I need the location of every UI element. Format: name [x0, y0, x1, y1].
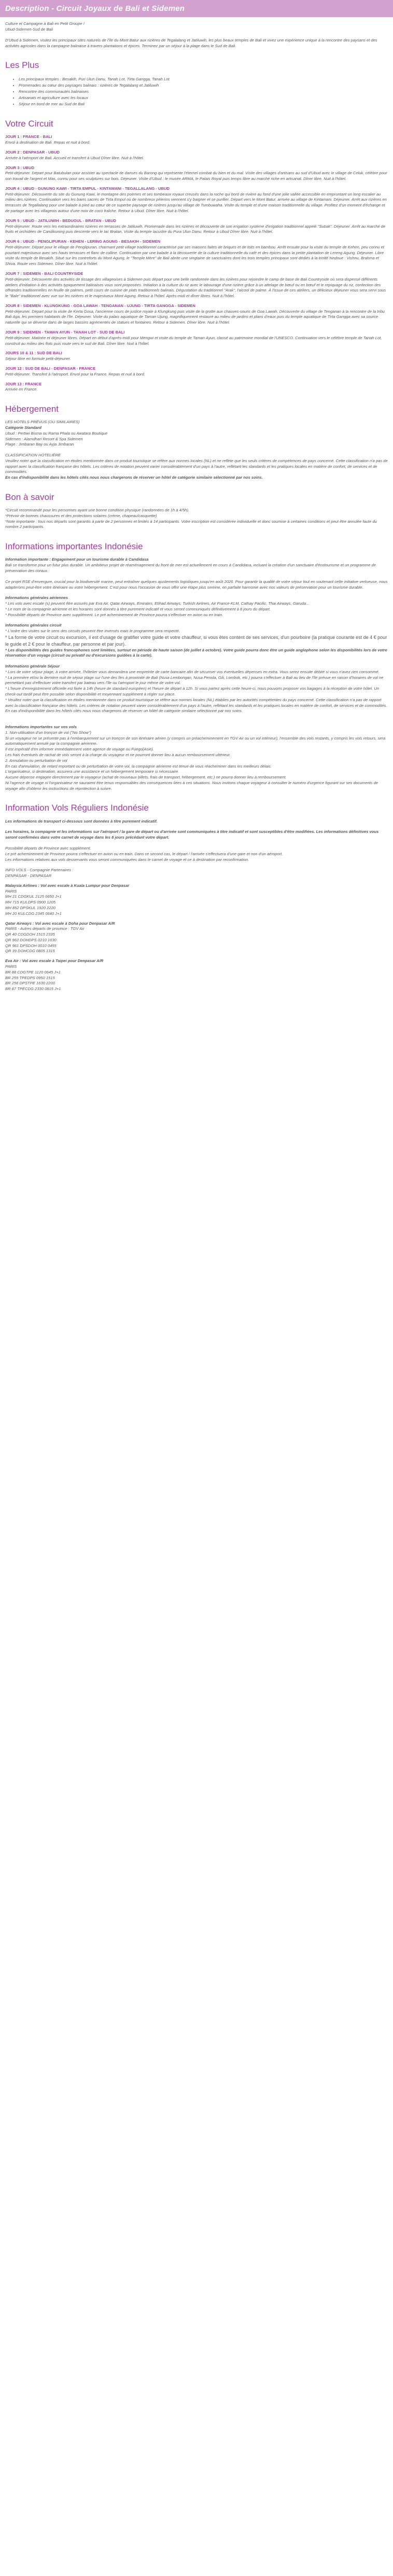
- day-title: JOUR 9 : SIDEMEN - TAMAN AYUN - TANAH LOT - SUD DE BALI: [5, 330, 125, 335]
- engagement-block: [5, 557, 388, 590]
- day-title: JOUR 3 : UBUD: [5, 165, 35, 170]
- flight-line: MH 20 KULCDG 2345 0640 J+1: [5, 911, 62, 916]
- engagement-text: Ce projet RSE d'envergure, crucial pour la biodiversité marine, peut entraîner quelques ajustements logistiques jusqu'en août 2026. Pour garantir la qualité de votre séjour tout en soutenant cette initiative vertueuse, nous adapterons peut-être votre itinéraire ou votre hébergement. C'est pour nous l'occasion de vous offrir une étape plus sereine, en parfaite harmonie avec nos valeurs de préservation pour un tourisme durable.: [5, 579, 388, 590]
- day-item: [5, 271, 388, 299]
- day-body: Séjour libre en formule petit-déjeuner.: [5, 356, 71, 361]
- plus-item: • Artisanats et agriculture avec les locaux: [19, 95, 388, 101]
- hotels-category: Catégorie Standard: [5, 425, 42, 430]
- vols-info-line: En cas d'annulation, de retard important ou de perturbation de votre vol, la compagnie aérienne est tenue de vous réacheminer dans les meilleurs délais.: [5, 763, 272, 769]
- day-title: JOUR 4 : UBUD - GUNUNG KAWI - TIRTA EMPUL - KINTAMANI - TEGALLALANG - UBUD: [5, 186, 170, 191]
- day-item: [5, 186, 388, 214]
- flight-line: PARIS: [5, 964, 17, 969]
- day-item: [5, 150, 388, 161]
- page-title-banner: [0, 0, 393, 17]
- bon-block: [5, 508, 388, 530]
- plus-item: • Rencontre des communautés balinaises: [19, 89, 388, 95]
- vols-info-line: 1. Non-utilisation d'un tronçon de vol ("No Show"): [5, 730, 91, 735]
- vols-info-line: 2. Annulation ou perturbation de vol: [5, 758, 67, 763]
- engagement-title: Information importante : Engagement pour un tourisme durable à Candidasa: [5, 557, 149, 562]
- bon-line: *Note importante : tous nos départs sont garantis à partir de 2 personnes et limités à 14 participants. Votre inscription est considérée individuelle et donc soumise à certaines conditions et peut être annulée faute du nombre 2 participants.: [5, 519, 377, 530]
- flight-group-title: Qatar Airways : Vol avec escale à Doha pour Denpasar A/R: [5, 921, 115, 926]
- vols-info-line: L'organisateur, si destination, assurera une assistance et un hébergement temporaire si nécessaire.: [5, 769, 179, 774]
- day-body: Petit-déjeuner. Départ pour Batubulan pour assister au spectacle de danses du Barong qui représente l'éternel combat du bien et du mal. Visite des villages d'artisans au sud d'Ubud avec le village de Celuk, célèbre pour son travail de l'argent et Mas, connu pour ses sculptures sur bois. Déjeuner. Visite d'Ubud : le musée ARMA, le Palais Royal puis temps libre au marché riche en artisanat. Dîner libre. Nuit à l'hôtel.: [5, 171, 387, 182]
- day-item: [5, 239, 388, 267]
- day-item: [5, 165, 388, 182]
- sejour-line: * L'heure d'enregistrement officielle est fixée à 14h (heure de standard européen) et l'heure de départ à 12h. Si vous partez après cette heure-ci, nous pouvons proposer vos bagages à la réception de votre hôtel. Un check-out tardif peut être possible selon disponibilité et moyennant supplément à régler sur place.: [5, 686, 380, 697]
- day-body: Arrivée en France.: [5, 387, 38, 392]
- flight-group-title: Malaysia Airlines : Vol avec escale à Kuala Lumpur pour Denpasar: [5, 883, 130, 888]
- day-item: [5, 351, 388, 362]
- flight-line: PARIS - Autres départs de province : TGV Air: [5, 926, 85, 931]
- day-item: [5, 134, 388, 146]
- flight-line: BR 88 CDGTPE 1120 0645 J+1: [5, 969, 61, 974]
- plus-list: [5, 76, 388, 108]
- vols-info-line: Les frais éventuels de rachat de vols seront à la charge du voyageur et ne pourront donner lieu à aucun remboursement ultérieur.: [5, 753, 231, 757]
- aeriennes-block: [5, 595, 388, 618]
- day-item: [5, 218, 388, 235]
- flight-group: [5, 883, 388, 917]
- classification-label: CLASSIFICATION HÔTELIÈRE: [5, 453, 61, 458]
- aeriennes-line: * Les vols avec escale (s) peuvent être assurés par Eva Air, Qatar Airways, Emirates, Etihad Airways, Turkish Airlines, Air France-KLM, Cathay Pacific, Thai Airways, Garuda...: [5, 601, 310, 606]
- flight-group: [5, 868, 388, 879]
- hebergement-section: [5, 403, 388, 481]
- sejour-block: [5, 664, 388, 714]
- bon-heading: Bon à savoir: [5, 492, 54, 502]
- page-title: Description - Circuit Joyaux de Bali et Sidemen: [5, 4, 185, 13]
- flight-line: MH 852 DPSKUL 1920 2220: [5, 905, 55, 910]
- day-body: Petit-déjeuner. Transfert à l'aéroport. Envol pour la France. Repas et nuit à bord.: [5, 371, 145, 377]
- classification-bold: En cas d'indisponibilité dans les hôtels cités nous nous chargerons de réserver un hôtel de catégorie similaire sélectionné par nos soins.: [5, 475, 263, 480]
- classification-text: Veuillez noter que la classification en étoiles mentionnée dans ce produit touristique se réfère aux normes locales (NL) et ne reflète que les seuls critères de compétences de pays concerné. Cette classification n'a pas de rapport avec la classification française des hôtels. Les critères de notation peuvent varier considérablement d'un pays à l'autre, reflétant les standards et les pratiques locales en matière de confort, de services et de commodités.: [5, 458, 388, 475]
- intro: [5, 21, 388, 33]
- vols-notes: [5, 846, 388, 862]
- flight-line: MH 715 KULDPS 0900 1205: [5, 900, 56, 905]
- vols-info-line: Ni l'agence de voyage ni l'organisateur ne sauraient être tenus responsables des conséquences liées à ces situations. Nous invitons chaque voyageur à consulter le numéro d'urgence figurant sur ses documents de voyage afin d'obtenir les instructions de réprotection à suivre.: [5, 780, 378, 791]
- day-body: Petit-déjeuner. Découverte des activités de tissage des villageoises à Sidemen puis départ pour une belle randonnée dans les rizières pour rejoindre le camp de base de Bali Countryside où sera dispensé différents ateliers d'initiation à des activités typiquement balinaises vous sont proposées. Initiation à la culture du riz avec le labourage d'une rizière grâce à un attelage de bœuf ou en bœuf et le repiquage du riz, confection des offrandes traditionnelles en feuille de palmes, petit cours de cuisine de plats traditionnels balinais. Dégustation du traditionnel "Arak", l'alcool de palme. À l'issue de ces ateliers, un délicieux déjeuner vous sera servi sous le "Bale" traditionnel avec vue sur les rizières et le majestueux Mont Agung. Retour à l'hôtel. Après-midi et dîner libres. Nuit à l'hôtel.: [5, 276, 386, 299]
- plus-heading: Les Plus: [5, 60, 39, 71]
- flight-line: DENPASAR - DENPASAR: [5, 873, 52, 879]
- sejour-title: Informations générale Séjour: [5, 664, 60, 669]
- classification-block: [5, 453, 388, 481]
- day-body: Petit-déjeuner. Départ pour le village de Penglipuran, charmant petit village traditionnel caractérisé par ses maisons faites de briques et de toits en bambou. Arrêt ensuite pour la visite du temple de Kehen, peu connu et pourtant majestueux avec ses hauts terrasses et flanc de colline. Continuation par une balade à la découverte de la culture traditionnelle du café et des épices dans la petite plantation de Lereng Agung. Déjeuner. Libre visite du temple de Besakih. Situé sur les contreforts du Mont Agung, le "Temple Mère" de Bali abrite une vingtaine de sanctuaires dont les trois temples principaux sont dédiés à la trinité hindoue : Vishnu, Brahma et Shiva. Route vers Sidemen. Dîner libre. Nuit à l'hôtel.: [5, 244, 384, 267]
- circuit-info-block: [5, 623, 388, 659]
- day-title: JOUR 5 : UBUD - JATILUWIH - BEDUGUL - BRATAN - UBUD: [5, 218, 117, 223]
- intro-line: Ubud-Sidemen-Sud de Bali: [5, 27, 53, 32]
- hotels-block: [5, 420, 388, 448]
- vols-intro-bold2: Les horaires, la compagnie et les informations sur l'aéroport / la gare de départ ou d'arrivée sont communiquées à titre indicatif et sont susceptibles d'être modifiées. Les informations définitives vous seront confirmées dans votre carnet de voyage dans les 8 jours précédant votre départ.: [5, 829, 379, 840]
- engagement-text: Bali se transforme pour un futur plus durable. Un ambitieux projet de réaménagement du front de mer est actuellement en cours à Candidasa, incluant la création d'un sanctuaire d'écotourisme et un programme de préservation des coraux.: [5, 563, 376, 573]
- intro-paragraph: D'Ubud à Sidemen, visitez les principaux sites naturels de l'île du Mont Batur aux rizières de Tegalalang et Jatiluwih, les plus beaux temples de Bali et vivez une expérience unique à la rencontre des paysans et des activités agricoles dans la campagne balinaise à travers plantations et épices. Terminez par un séjour à la plage dans le Sud de Bali.: [5, 37, 377, 48]
- plus-item: • Promenades au cœur des paysages balinais : rizières de Tegalalang et Jatiluwih: [19, 82, 388, 89]
- day-title: JOUR 8 : SIDEMEN - KLUNGKUNG - GOA LAWAH - TENGANAN - UJUNG - TIRTA GANGGA - SIDEMEN: [5, 303, 195, 308]
- flight-line: PARIS: [5, 888, 17, 894]
- vols-note: Les informations relatives aux vols desservants vous seront communiquées dans le carnet de voyage et ce à destination par reconfirmation.: [5, 857, 249, 862]
- vols-heading: Information Vols Réguliers Indonésie: [5, 803, 149, 813]
- bon-line: *Prévoir de bonnes chaussures et des protections solaires (crème, chapeau/casquette): [5, 513, 157, 518]
- day-title: JOUR 7 : SIDEMEN - BALI COUNTRYSIDE: [5, 271, 83, 276]
- bon-line: *Circuit recommandé pour les personnes ayant une bonne condition physique (randonnées de 1h à 4/5h).: [5, 508, 190, 513]
- flight-group-title: INFO VOLS - Compagnie Partenaires :: [5, 868, 74, 873]
- flight-group: [5, 921, 388, 955]
- vols-info-line: Aucune dépense engagée directement par le voyageur (achat de nouveaux billets, frais de transport, hébergement, etc.) ne pourra donner lieu à remboursement.: [5, 775, 287, 780]
- day-body: Envol à destination de Bali. Repas et nuit à bord.: [5, 140, 91, 145]
- flight-line: BR 255 TPEDPS 0950 1515: [5, 975, 55, 980]
- sejour-line: * Lors de votre séjour plage, à votre arrivée, l'hôtelier vous demandera une empreinte de carte bancaire afin de sécuriser vos éventuelles dépenses en extra. Vous serez ensuite débité si vous n'avez rien consommé.: [5, 669, 380, 674]
- vols-note: Le pré acheminement de Province pourra s'effectuer en avion ou en train. Dans ce second cas, le départ / l'arrivée s'effectuera d'une gare et non d'un aéroport.: [5, 851, 283, 856]
- day-title: JOUR 2 : DENPASAR - UBUD: [5, 149, 60, 155]
- hotel-line: Ubud : Pertiwi Bisma ou Rama Phala ou Awatara Boutique: [5, 430, 108, 436]
- bon-section: [5, 491, 388, 530]
- hotel-line: Sidemen : Alamdhari Resort & Spa Sidemen: [5, 436, 83, 441]
- vols-info-line: Il est impératif d'en informer immédiatement votre agence de voyage ou Fuego(Asie).: [5, 747, 154, 752]
- day-item: [5, 303, 388, 326]
- hebergement-heading: Hébergement: [5, 404, 59, 414]
- circuit-heading: Votre Circuit: [5, 119, 53, 129]
- day-body: Petit-déjeuner. Route vers les extraordinaires rizières en terrasses de Jatiluwih. Promenade dans les rizières et découverte de son irrigation système d'irrigation traditionnel appelé "Subak". Déjeuner. Arrêt au marché de fruits et orchidées de Candikuning puis descente vers le lac Bratan. Visite du temple lacustre du Pura Ulun Danu. Retour à Ubud Dîner libre. Nuit à l'hôtel.: [5, 224, 386, 234]
- flight-line: QR 40 CDGDOH 1515 2335: [5, 932, 55, 937]
- flight-line: QR 962 DOHDPS 0210 1630: [5, 937, 57, 942]
- infos-heading: Informations importantes Indonésie: [5, 541, 143, 552]
- content: [0, 21, 393, 992]
- vols-info-title: Informations importantes sur vos vols: [5, 725, 77, 730]
- aeriennes-title: Informations générales aériennes: [5, 595, 68, 601]
- circuit-info-line: * L'ordre des visites sur le sens des circuits peuvent être inversés mais le programme sera respecté.: [5, 629, 180, 634]
- circuit-info-line: * La forme de votre circuit ou excursion, il est d'usage de gratifier votre guide et votre chauffeur, si vous êtes content de ses services, d'un pourboire (la pratique courante est de 4 € pour le guide et 2 € pour le chauffeur, par personne et par jour).: [5, 634, 387, 647]
- hotel-line: Plage : Jimbaran Bay ou Ayja Jimbaran: [5, 442, 74, 447]
- circuit-info-title: Informations générales circuit: [5, 623, 62, 628]
- day-body: Petit-déjeuner. Matinée et déjeuner libres. Départ en début d'après-midi pour Mengwi et visite du temple de Taman Ayun, classé au patrimoine mondial de l'UNESCO. Continuation vers le célèbre temple de Tanah Lot, construit au milieu des flots puis route vers le sud de Bali. Dîner libre. Nuit à l'hôtel.: [5, 335, 382, 346]
- day-body: Arrivée à l'aéroport de Bali. Accueil et transfert à Ubud Dîner libre. Nuit à l'hôtel.: [5, 155, 144, 160]
- circuit-info-line: * Les disponibilités des guides francophones sont limitées, surtout en période de haute saison (de juillet à octobre). Votre guide pourra donc être un guide anglophone selon les disponibilités lors de votre réservation d'un voyage (circuit ou privatif ou d'excursions guidées à la carte).: [5, 647, 387, 658]
- flight-line: QR 39 DOHCDG 0805 1315: [5, 949, 55, 954]
- vols-intro-bold: Les informations de transport ci-dessous sont données à titre purement indicatif.: [5, 818, 158, 824]
- flight-line: MH 21 CDGKUL 2125 0650 J+1: [5, 894, 62, 899]
- plus-item: • Séjour en bord de mer au Sud de Bali: [19, 101, 388, 107]
- day-body: Petit-déjeuner. Découverte du site du Gunung Kawi, le montagne des poèmes et ses tombeaux royaux creusés dans la roche qui bord de rivière au fond d'une jolie vallée accessible en empruntant un long escalier au milieu des rizières. Continuation vers les bains sacrés de Tirta Empul où de nombreux pèlerins viennent s'y baigner et se purifier. Départ vers le Mont Batur, arrivée au village de Kintamani. Déjeuner. Arrêt aux rizières en terrasses de Tegallalang pour une balade à pied au cœur de ce superbe paysage de rizières jusqu'au village de Tumbuwaha. Visite du temple et d'une maison traditionnelle du village. Profitez d'un moment d'échange et de partage avec les villageois autour d'une noix de coco fraîche. Retour à Ubud. Dîner libre. Nuit à l'hôtel.: [5, 191, 387, 213]
- vols-info-block: [5, 725, 388, 791]
- day-item: [5, 366, 388, 378]
- day-item: [5, 330, 388, 346]
- flight-line: BR 87 TPECDG 2330 0815 J+1: [5, 986, 61, 992]
- hotels-label: LES HOTELS PRÉVUS (OU SIMILAIRES): [5, 420, 80, 425]
- intro-line: Culture et Campagne à Bali en Petit Groupe !: [5, 21, 85, 26]
- day-title: JOUR 12 : SUD DE BALI - DENPASAR - FRANCE: [5, 366, 96, 371]
- infos-section: [5, 540, 388, 791]
- aeriennes-line: * Le nom de la compagnie aérienne et les horaires sont donnés à titre purement indicatif et vous seront communiqués définitivement à 8 jours du départ.: [5, 606, 271, 611]
- day-body: Petit-déjeuner. Départ pour la visite de Kerta Gosa, l'ancienne cours de justice royale à Klungkung puis visite de la grotte aux chauves-souris de Goa Lawah. Découverte du village de Tenganan à la rencontre de la tribu Bali Aga, les premiers habitants de l'île. Déjeuner. Visite du palais aquatique de Taman Ujung, magnifiquement restauré au milieu de jardins et plans d'eaux puis du temple aquatique de Tirta Gangga avec sa source naturelle qui se déverse dans de larges bassins agrémentés de statues et fontaines. Retour à Sidemen. Dîner libre. Nuit à l'hôtel.: [5, 309, 385, 325]
- flight-line: BR 256 DPSTPE 1630 2200: [5, 981, 55, 986]
- sejour-line: * La première et/ou la dernière nuit de séjour plage sur l'une des îles à proximité de Bali (Nusa Lembongan, Nusa Penida, Gili, Lombok, etc.) pourra s'effectuer à Bali au lieu de l'île prévue en raison d'horaires de vol ne permettant pas d'effectuer votre transfert par bateau vers l'île ou l'aéroport le jour même de votre vol.: [5, 675, 384, 686]
- vols-note: Possibilité départs de Province avec supplément.: [5, 845, 91, 851]
- sejour-line: * Veuillez noter que la classification en étoiles mentionnée dans ce produit touristique se réfère aux normes locales (NL) établies par les autorités compétentes du pays concerné. Cette classification n'a pas de rapport avec la classification française des hôtels. Les critères de notation peuvent varier considérablement d'un pays à l'autre, reflétant les standards et les pratiques locales en matière de confort, de services et de commodités. En cas d'indisponibilité dans les hôtels cités nous nous chargerons de réserver un hôtel de catégorie similaire sélectionné par nos soins.: [5, 697, 387, 714]
- day-title: JOURS 10 & 11 : SUD DE BALI: [5, 351, 62, 356]
- vols-section: [5, 802, 388, 992]
- flight-group: [5, 958, 388, 992]
- day-title: JOUR 13 : FRANCE: [5, 381, 42, 386]
- day-title: JOUR 6 : UBUD - PENGLIPURAN - KEHEN - LERING AGUNG - BESAKIH - SIDEMEN: [5, 239, 161, 244]
- day-title: JOUR 1 : FRANCE - BALI: [5, 134, 52, 140]
- day-list: [5, 134, 388, 393]
- day-item: [5, 382, 388, 393]
- aeriennes-line: * Possibilité départs de Province avec supplément. Le pré acheminement de Province pourra s'effectuer en avion ou en train.: [5, 612, 223, 617]
- flight-line: QR 961 DPSDOH 0010 0455: [5, 943, 57, 948]
- flight-group-title: Eva Air : Vol avec escale à Taipei pour Denpasar A/R: [5, 958, 104, 964]
- plus-item: • Les principaux temples : Besakih, Puri Ulun Danu, Tanah Lot, Tirta Gangga, Tanah Lot: [19, 76, 388, 82]
- vols-info-line: Si un voyageur ne se présente pas à l'embarquement sur un tronçon de son itinéraire aérien (y compris un préacheminement en TGV Air ou un vol intérieur), l'ensemble des vols restants, y compris les vols retours, sera automatiquement annulé par la compagnie aérienne.: [5, 735, 386, 746]
